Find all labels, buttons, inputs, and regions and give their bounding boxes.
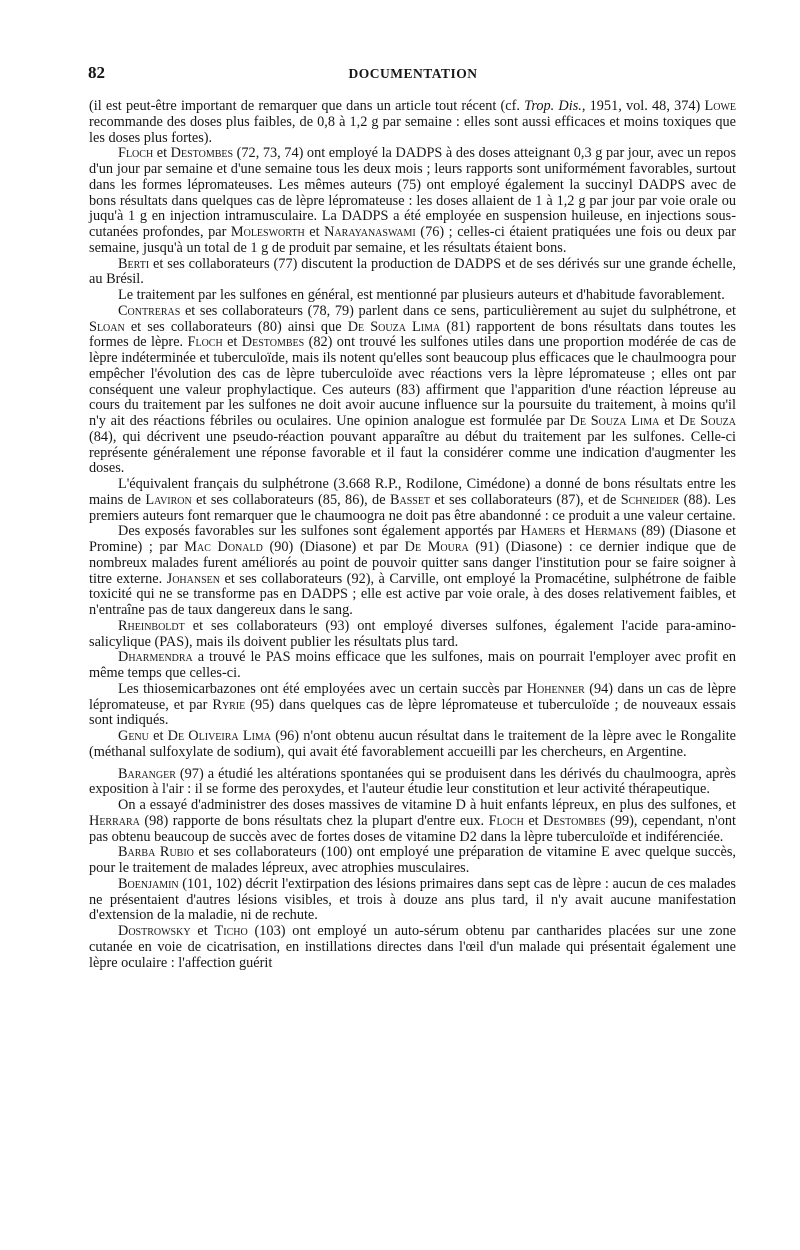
- text-run: et ses collaborateurs (80) ainsi que: [124, 318, 348, 335]
- author-name: Rheinboldt: [118, 617, 185, 634]
- text-run: a trouvé le PAS moins efficace que les sulfones, mais on pourrait l'employer avec profit en même temps que celles-ci.: [89, 649, 736, 681]
- author-name: Contreras: [118, 302, 181, 319]
- text-run: et ses collaborateurs (87), et de: [430, 491, 621, 508]
- author-name: Basset: [389, 491, 431, 508]
- text-run: et ses collaborateurs (93) ont employé diverses sulfones, également l'acide para-amino-salicylique (PAS), mais ils doivent publier les résultats plus tard.: [89, 617, 736, 650]
- author-name: Mac Donald: [184, 539, 263, 555]
- text-run: (99), cependant, n'ont pas obtenu beaucoup de succès avec de fortes doses de vitamine D2 dans la lèpre tuberculoïde et indiférenciée.: [89, 812, 736, 845]
- paragraph: [89, 877, 736, 924]
- author-name: Schneider: [620, 491, 680, 508]
- text-run: , 1951, vol. 48, 374): [581, 98, 705, 114]
- author-name: Hermans: [584, 523, 637, 540]
- author-name: Hohenner: [526, 680, 585, 697]
- text-run: Des exposés favorables sur les sulfones sont également apportés par: [118, 523, 521, 540]
- paragraph: [89, 304, 736, 477]
- paragraph: [89, 257, 736, 289]
- journal-title: Trop. Dis.: [524, 98, 582, 114]
- page-number: 82: [88, 63, 105, 82]
- text-run: (95) dans quelques cas de lèpre lépromateuse et tuberculoïde ; de nouveaux essais sont indiqués.: [89, 696, 736, 729]
- paragraph: [89, 146, 736, 256]
- paragraph: [89, 650, 736, 682]
- text-run: (il est peut-être important de remarquer que dans un article tout récent (cf.: [89, 98, 525, 114]
- text-run: et ses collaborateurs (92), à Carville, ont employé la Promacétine, sulphétrone de faible toxicité qui ne se transforme pas en DADPS ; elle est active par voie orale, à des doses relativement faibles, et n'entraîne pas de taux dangereux dans le sang.: [89, 570, 736, 618]
- author-name: De Souza Lima: [569, 413, 660, 429]
- text-run: et: [659, 413, 680, 429]
- text-run: (76) ; celles-ci étaient pratiquées une fois ou deux par semaine, jusqu'à un total de 1 g de produit par semaine, et les résultats étaient bons.: [89, 224, 736, 256]
- author-name: Floch: [488, 812, 524, 829]
- text-run: (88). Les premiers auteurs font remarquer que le chaumoogra ne doit pas être abandonné : ce produit a une valeur certaine.: [89, 491, 736, 524]
- text-run: et: [148, 728, 168, 744]
- author-name: Genu: [118, 728, 149, 744]
- text-run: et ses collaborateurs (78, 79) parlent dans ce sens, particulièrement au sujet du sulphétrone, et: [180, 302, 736, 319]
- author-name: Herrara: [89, 812, 140, 829]
- text-run: et: [153, 145, 171, 162]
- author-name: Molesworth: [230, 224, 305, 240]
- author-name: Lowe: [704, 98, 736, 114]
- paragraph: [89, 524, 736, 619]
- author-name: Dharmendra: [118, 649, 193, 666]
- paragraph: [89, 99, 736, 146]
- author-name: De Souza: [679, 413, 737, 429]
- text-run: Les thiosemicarbazones ont été employées avec un certain succès par: [118, 680, 527, 697]
- text-run: et: [190, 923, 215, 939]
- text-run: (94) dans un cas de lèpre lépromateuse, et par: [89, 680, 737, 713]
- text-run: et ses collaborateurs (100) ont employé une préparation de vitamine E avec quelque succès, pour le traitement de malades lépreux, avec atrophies musculaires.: [89, 844, 736, 876]
- text-run: On a essayé d'administrer des doses massives de vitamine D à huit enfants lépreux, en plus des sulfones, et: [118, 797, 736, 813]
- text-run: (89) (Diasone et Promine) ; par: [89, 523, 736, 555]
- author-name: De Souza Lima: [347, 318, 441, 335]
- text-run: (82) ont trouvé les sulfones utiles dans une proportion modérée de cas de lèpre indéterminée et tuberculoïde, mais ils notent qu'elles sont beaucoup plus efficaces que le chaulmoogra pour empêcher l'évolution des cas de lèpre tuberculoïde avec réactions vers la lèpre lépromateuse ; elles ont par conséquent une valeur prophylactique. Ces auteurs (83) affirment que l'apparition d'une réaction lépreuse au cours du traitement par les sulfones ne doit avoir aucune influence sur la poursuite du traitement, à moins qu'il n'y ait des réactions fébriles ou oculaires. Une opinion analogue est formulée par: [89, 334, 736, 429]
- author-name: Baranger: [118, 765, 176, 782]
- text-run: (103) ont employé un auto-sérum obtenu par cantharides placées sur une zone cutanée en voie de cicatrisation, en instillations directes dans l'œil d'un malade qui présentait également une lèpre oculaire : l'affection guérit: [89, 923, 736, 971]
- text-run: et: [304, 224, 325, 240]
- author-name: Sloan: [89, 318, 125, 335]
- text-run: et ses collaborateurs (77) discutent la production de DADPS et de ses dérivés sur une grande échelle, au Brésil.: [89, 255, 736, 288]
- body-text: [89, 99, 736, 971]
- author-name: Boenjamin: [118, 875, 179, 892]
- paragraph: [89, 729, 736, 761]
- text-run: et: [222, 334, 242, 351]
- running-title: DOCUMENTATION: [348, 66, 478, 81]
- author-name: Floch: [118, 145, 154, 162]
- author-name: Floch: [187, 334, 223, 351]
- paragraph: [89, 288, 736, 304]
- author-name: Dostrowsky: [118, 923, 191, 939]
- author-name: Barba Rubio: [118, 844, 194, 861]
- author-name: De Oliveira Lima: [167, 728, 272, 744]
- paragraph: [89, 767, 736, 799]
- text-run: (91) (Diasone) : ce dernier indique que de nombreux malades furent améliorés au point de pouvoir quitter sans danger l'institution pour se faire soigner à titre externe.: [89, 539, 736, 587]
- author-name: Berti: [118, 255, 150, 272]
- author-name: De Moura: [404, 539, 469, 555]
- author-name: Destombes: [543, 812, 606, 829]
- author-name: Johansen: [166, 570, 220, 587]
- text-run: (98) rapporte de bons résultats chez la plupart d'entre eux.: [139, 812, 489, 829]
- text-run: (90) (Diasone) et par: [262, 539, 405, 555]
- paragraph: [89, 924, 736, 971]
- text-run: Le traitement par les sulfones en général, est mentionné par plusieurs auteurs et d'habitude favorablement.: [118, 287, 725, 303]
- text-run: L'équivalent français du sulphétrone (3.668 R.P., Rodilone, Cimédone) a donné de bons résultats entre les mains de: [89, 476, 736, 508]
- text-run: (81) rapportent de bons résultats dans toutes les formes de lèpre.: [89, 318, 736, 351]
- author-name: Hamers: [520, 523, 566, 540]
- text-run: (101, 102) décrit l'extirpation des lésions primaires dans sept cas de lèpre : aucun de ces malades ne présentaient d'autres lésions visibles, et trois à douze ans plus tard, il n'y avait aucune manifestation d'extension de la maladie, ni de rechute.: [89, 875, 736, 924]
- text-run: et: [523, 812, 544, 829]
- paragraph: [89, 682, 736, 729]
- paragraph: [89, 477, 736, 524]
- text-run: et: [565, 523, 585, 540]
- author-name: Ryrie: [212, 696, 246, 713]
- text-run: (72, 73, 74) ont employé la DADPS à des doses atteignant 0,3 g par jour, avec un repos d'un jour par semaine et d'une semaine tous les deux mois ; leurs rapports sont uniformément favorables, surtout dans les formes lépromateuses. Les mêmes auteurs (75) ont employé également la succinyl DADPS avec de bons résultats dans quelques cas de lèpre lépromateuse : les doses allaient de 1 à 1,2 g par jour par voie orale ou juqu'à 1 g en injection intramusculaire. La DADPS a été employée en suspension huileuse, en injections sous-cutanées profondes, par: [89, 145, 737, 240]
- text-run: recommande des doses plus faibles, de 0,8 à 1,2 g par semaine : elles sont aussi efficaces et moins toxiques que les doses plus fortes).: [89, 113, 736, 146]
- author-name: Narayanaswami: [324, 224, 416, 240]
- text-run: (97) a étudié les altérations spontanées qui se produisent dans les dérivés du chaulmoogra, après exposition à l'air : il se forme des peroxydes, et l'auteur étudie leur constitution et leur activité thérapeutique.: [89, 765, 736, 798]
- text-run: (84), qui décrivent une pseudo-réaction pouvant apparaître au début du traitement par les sulfones. Celle-ci représente généralement une réponse favorable et il faut la considérer comme une indication d'augmenter les doses.: [89, 428, 736, 477]
- text-run: (96) n'ont obtenu aucun résultat dans le traitement de la lèpre avec le Rongalite (méthanal sulfoxylate de sodium), qui avait été favorablement accueilli par les chercheurs, en Argentine.: [89, 728, 737, 760]
- author-name: Destombes: [241, 334, 305, 351]
- paragraph: [89, 798, 736, 845]
- paragraph: [89, 619, 736, 651]
- paragraph: [89, 845, 736, 877]
- author-name: Destombes: [170, 145, 234, 162]
- page-header: [88, 63, 738, 85]
- author-name: Laviron: [145, 491, 192, 508]
- text-run: et ses collaborateurs (85, 86), de: [191, 491, 390, 508]
- author-name: Ticho: [214, 923, 248, 939]
